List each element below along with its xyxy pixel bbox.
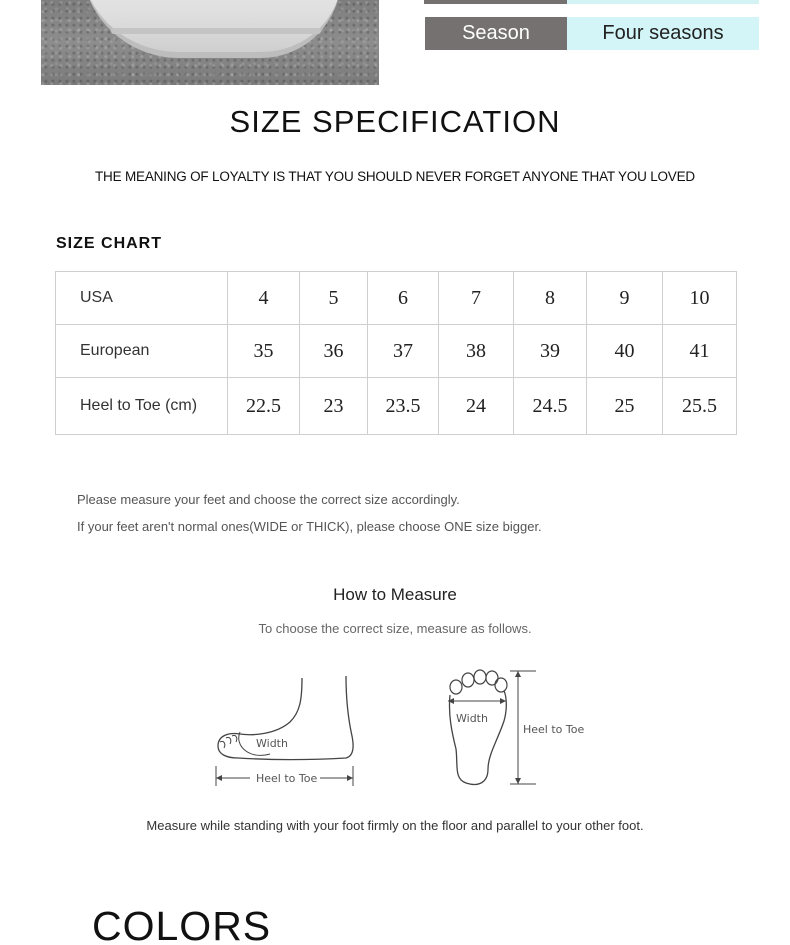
table-row-usa [56,272,737,325]
table-cell: 23 [300,378,368,435]
size-specification-title: SIZE SPECIFICATION [229,104,561,139]
table-cell: 10 [663,272,737,325]
row-header-usa: USA [56,272,228,325]
spec-row-season [425,17,759,50]
table-cell: 6 [368,272,439,325]
side-length-label: Heel to Toe [256,772,318,785]
table-cell: 4 [228,272,300,325]
table-cell: 25 [587,378,663,435]
table-cell: 24 [439,378,514,435]
table-cell: 22.5 [228,378,300,435]
spec-row-previous [424,0,759,4]
spec-label-cell [424,0,567,4]
spec-value-cell [567,0,759,4]
table-cell: 23.5 [368,378,439,435]
size-note-2: If your feet aren't normal ones(WIDE or THICK), please choose ONE size bigger. [77,519,542,534]
table-cell: 7 [439,272,514,325]
table-cell: 38 [439,325,514,378]
how-to-measure-subtitle: To choose the correct size, measure as follows. [258,621,532,636]
table-row-heel-to-toe [56,378,737,435]
sole-width-label: Width [456,712,488,725]
table-cell: 9 [587,272,663,325]
foot-side-icon [210,670,365,790]
table-cell: 8 [514,272,587,325]
table-cell: 41 [663,325,737,378]
row-header-european: European [56,325,228,378]
colors-section-title: COLORS [92,903,272,945]
table-cell: 39 [514,325,587,378]
table-cell: 25.5 [663,378,737,435]
size-specification-tagline: THE MEANING OF LOYALTY IS THAT YOU SHOULD NEVER FORGET ANYONE THAT YOU LOVED [95,169,695,184]
table-cell: 36 [300,325,368,378]
shoe-stripe [111,28,321,34]
table-row-european [56,325,737,378]
table-cell: 37 [368,325,439,378]
row-header-heel-to-toe: Heel to Toe (cm) [56,378,228,435]
how-to-measure-title: How to Measure [333,585,457,604]
measure-instruction: Measure while standing with your foot firmly on the floor and parallel to your other foot. [146,818,644,833]
size-note-1: Please measure your feet and choose the correct size accordingly. [77,492,460,507]
spec-value-season: Four seasons [567,17,759,50]
product-photo [41,0,379,85]
side-width-label: Width [256,737,288,750]
spec-label-season: Season [425,17,567,50]
size-chart-label: SIZE CHART [56,235,162,252]
foot-sole-diagram [440,665,605,790]
table-cell: 5 [300,272,368,325]
foot-side-diagram [210,670,365,790]
foot-sole-icon [440,665,605,790]
size-chart-table [55,271,737,435]
sole-length-label: Heel to Toe [523,723,585,736]
table-cell: 35 [228,325,300,378]
table-cell: 40 [587,325,663,378]
table-cell: 24.5 [514,378,587,435]
